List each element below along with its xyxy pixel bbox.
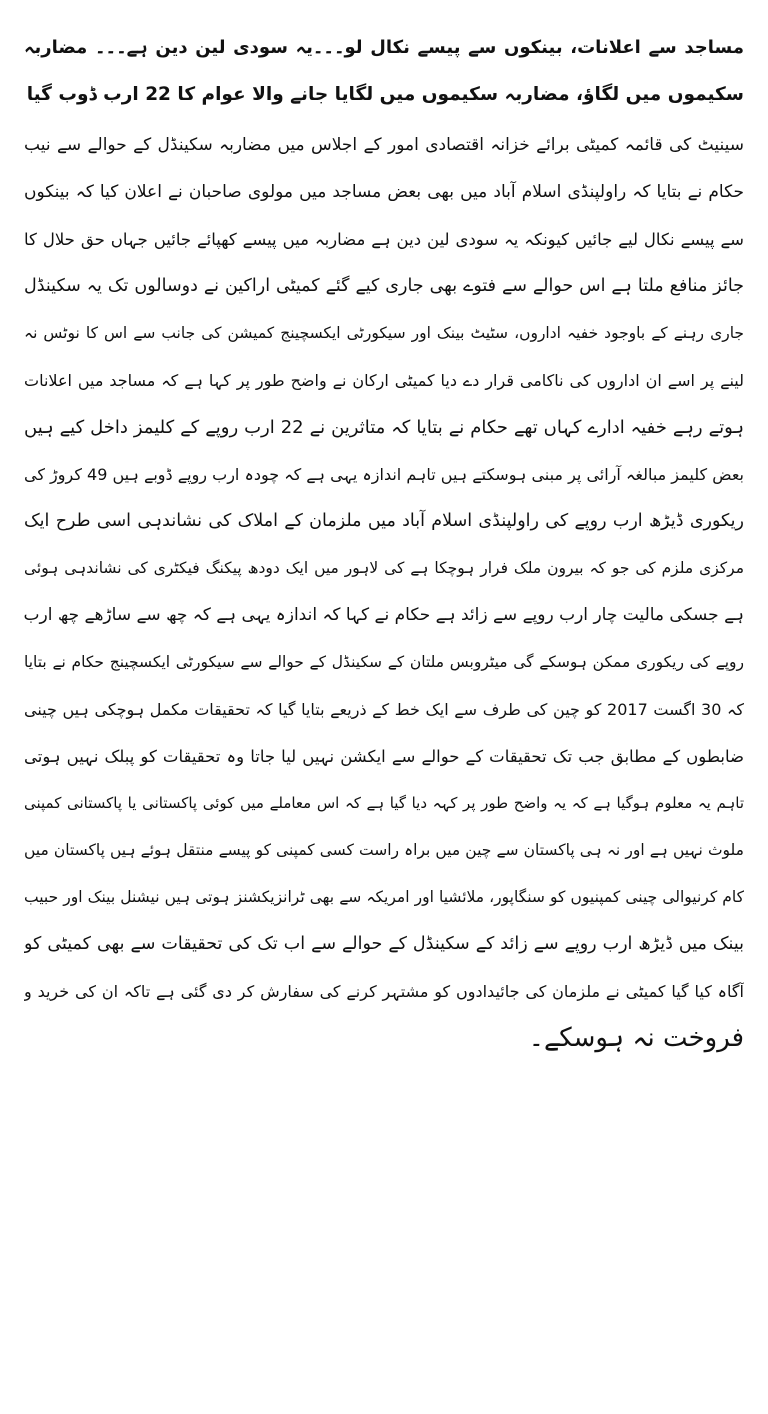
body-line: جاری رہنے کے باوجود خفیہ اداروں، سٹیٹ بینک اور سیکورٹی ایکسچینج کمیشن کی جانب سے اس کا نوٹس نہ [24, 324, 744, 342]
body-line: سینیٹ کی قائمہ کمیٹی برائے خزانہ اقتصادی امور کے اجلاس میں مضاربہ سکینڈل کے حوالے سے نیب [24, 135, 744, 155]
body-line: ریکوری ڈیڑھ ارب روپے کی راولپنڈی اسلام آباد میں ملزمان کے املاک کی نشاندہی اسی طرح ایک [24, 511, 744, 531]
body-line: ملوث نہیں ہے اور نہ ہی پاکستان سے چین میں براہ راست کسی کمپنی کو پیسے منتقل ہوئے ہیں پاکستان میں [24, 841, 744, 859]
body-line: حکام نے بتایا کہ راولپنڈی اسلام آباد میں بھی بعض مساجد میں مولوی صاحبان نے اعلان کیا کہ بینکوں [24, 182, 744, 202]
article-headline [24, 24, 744, 118]
body-line: ہے جسکی مالیت چار ارب روپے سے زائد ہے حکام نے کہا کہ اندازہ یہی ہے کہ چھ سے ساڑھے چھ ارب [24, 605, 744, 625]
body-line: تاہم یہ معلوم ہوگیا ہے کہ یہ واضح طور پر کہہ دیا گیا ہے کہ اس معاملے میں کوئی پاکستانی یا پاکستانی کمپنی [24, 794, 744, 812]
body-line: جائز منافع ملتا ہے اس حوالے سے فتوے بھی جاری کیے گئے کمیٹی اراکین نے دوسالوں تک یہ سکینڈل [24, 276, 744, 296]
body-line: ضابطوں کے مطابق جب تک تحقیقات کے حوالے سے ایکشن نہیں لیا جاتا وہ تحقیقات کو پبلک نہیں ہوتی [24, 747, 744, 766]
body-line: سے پیسے نکال لیے جائیں کیونکہ یہ سودی لین دین ہے مضاربہ میں پیسے کھپائے جائیں جہاں حق حلال کا [24, 230, 744, 249]
body-line: کہ 30 اگست 2017 کو چین کی طرف سے ایک خط کے ذریعے بتایا گیا کہ تحقیقات مکمل ہوچکی ہیں چینی [24, 700, 744, 719]
body-line: روپے کی ریکوری ممکن ہوسکے گی میٹروبس ملتان کے سکینڈل کے حوالے سے سیکورٹی ایکسچینج حکام نے بتایا [24, 653, 744, 671]
body-line: مرکزی ملزم کی جو کہ بیرون ملک فرار ہوچکا ہے کی لاہور میں ایک دودھ پیکنگ فیکٹری کی نشاندہی ہوئی [24, 559, 744, 577]
headline-line: مساجد سے اعلانات، بینکوں سے پیسے نکال لو۔۔۔یہ سودی لین دین ہے۔۔۔ مضاربہ [24, 37, 744, 58]
body-line: فروخت نہ ہوسکے۔ [528, 1023, 744, 1053]
body-line: ہوتے رہے خفیہ ادارے کہاں تھے حکام نے بتایا کہ متاثرین نے 22 ارب روپے کے کلیمز داخل کیے ہیں [24, 417, 744, 438]
body-line: آگاہ کیا گیا کمیٹی نے ملزمان کی جائیدادوں کو مشتہر کرنے کی سفارش کر دی گئی ہے تاکہ ان کی خرید و [24, 982, 744, 1001]
body-line: کام کرنیوالی چینی کمپنیوں کو سنگاپور، ملائشیا اور امریکہ سے بھی ٹرانزیکشنز ہوتی ہیں نیشنل بینک اور حبیب [24, 888, 744, 906]
body-line: بعض کلیمز مبالغہ آرائی پر مبنی ہوسکتے ہیں تاہم اندازہ یہی ہے کہ چودہ ارب روپے ڈوبے ہیں 49 کروڑ کی [24, 465, 744, 484]
body-line: بینک میں ڈیڑھ ارب روپے سے زائد کے سکینڈل کے حوالے سے اب تک کی تحقیقات سے بھی کمیٹی کو [24, 934, 744, 954]
body-line: لینے پر اسے ان اداروں کی ناکامی قرار دے دیا کمیٹی ارکان نے واضح طور پر کہا ہے کہ مساجد میں اعلانات [24, 371, 744, 390]
headline-line: سکیموں میں لگاؤ، مضاربہ سکیموں میں لگایا جانے والا عوام کا 22 ارب ڈوب گیا [26, 84, 744, 105]
article-body [24, 122, 744, 1062]
